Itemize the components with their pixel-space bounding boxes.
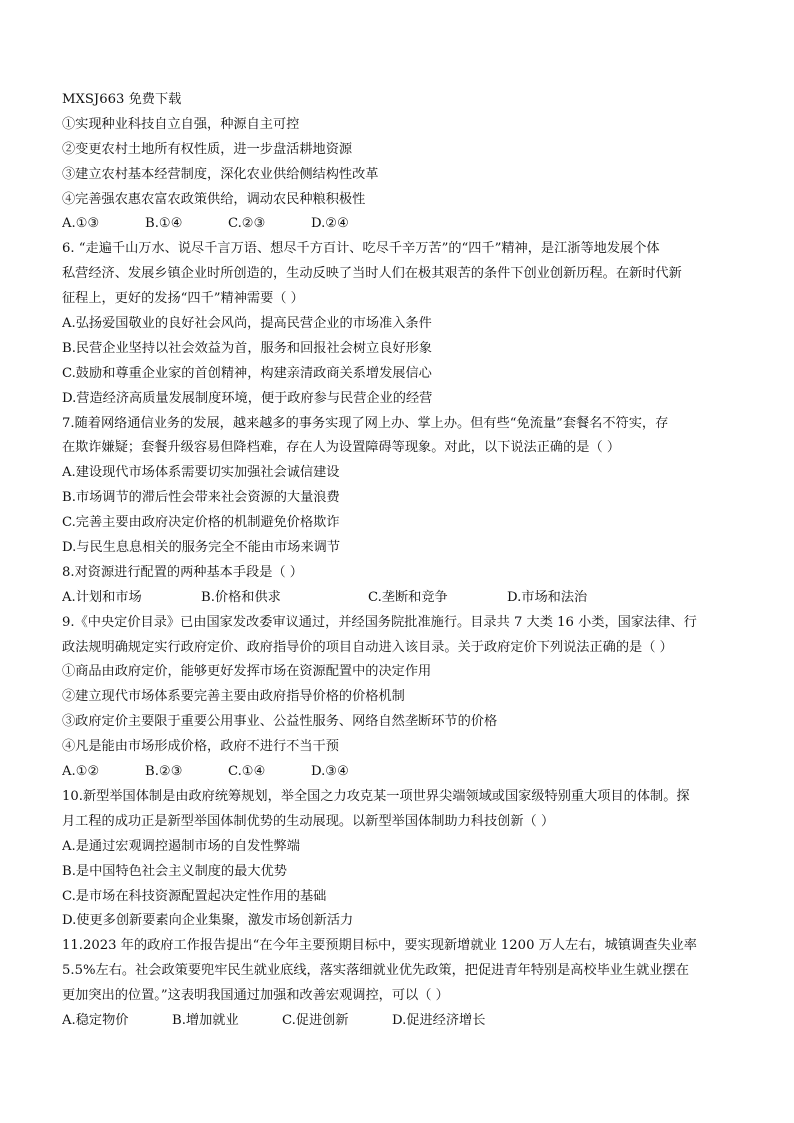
option-a: A.是通过宏观调控遏制市场的自发性弊端 [62, 838, 300, 854]
option-b: B.①④ [145, 216, 183, 232]
answer-options [62, 212, 734, 237]
option-a: A.①③ [62, 216, 100, 232]
option-c: C.②③ [228, 216, 266, 232]
question-stem: 10.新型举国体制是由政府统筹规划，举全国之力攻克某一项世界尖端领域或国家级特别重大项目的体制。探 [62, 788, 690, 804]
option-d: D.市场和法治 [507, 589, 588, 605]
statement: ④完善强农惠农富农政策供给，调动农民种粮积极性 [62, 191, 366, 207]
option-b: B.增加就业 [172, 1012, 239, 1028]
question-7 [62, 412, 734, 561]
question-stem: 9.《中央定价目录》已由国家发改委审议通过，并经国务院批准施行。目录共 7 大类 16 小类，国家法律、行 [62, 614, 697, 630]
answer-options [62, 760, 734, 785]
option-b: B.是中国特色社会主义制度的最大优势 [62, 863, 287, 879]
option-b: B.价格和供求 [201, 589, 281, 605]
question-stem: 11.2023 年的政府工作报告提出“在今年主要预期目标中，要实现新增就业 1200 万人左右，城镇调查失业率 [62, 938, 697, 954]
question-9 [62, 611, 734, 785]
option-c: C.①④ [228, 764, 266, 780]
option-d: D.营造经济高质量发展制度环境，便于政府参与民营企业的经营 [62, 390, 433, 406]
option-a: A.稳定物价 [62, 1012, 129, 1028]
exam-page [62, 88, 734, 1034]
option-b: B.市场调节的滞后性会带来社会资源的大量浪费 [62, 490, 340, 506]
document-header: MXSJ663 免费下载 [62, 92, 182, 107]
question-stem: 在欺诈嫌疑；套餐升级容易但降档难，存在人为设置障碍等现象。对此，以下说法正确的是（ ） [62, 440, 621, 456]
statement: ②建立现代市场体系要完善主要由政府指导价格的价格机制 [62, 689, 405, 705]
option-c: C.垄断和竞争 [368, 589, 448, 605]
statement: ③政府定价主要限于重要公用事业、公益性服务、网络自然垄断环节的价格 [62, 714, 498, 730]
question-stem: 私营经济、发展乡镇企业时所创造的，生动反映了当时人们在极其艰苦的条件下创业创新历程。在新时代新 [62, 266, 682, 282]
answer-options [62, 586, 734, 611]
option-a: A.弘扬爱国敬业的良好社会风尚，提高民营企业的市场准入条件 [62, 316, 432, 332]
option-a: A.①② [62, 764, 100, 780]
question-10 [62, 785, 734, 934]
question-stem: 6. “走遍千山万水、说尽千言万语、想尽千方百计、吃尽千辛万苦”的“四千”精神，是江浙等地发展个体 [62, 241, 660, 257]
statement: ②变更农村土地所有权性质，进一步盘活耕地资源 [62, 141, 353, 157]
answer-options [62, 1009, 734, 1034]
option-c: C.鼓励和尊重企业家的首创精神，构建亲清政商关系增发展信心 [62, 365, 432, 381]
question-6 [62, 237, 734, 411]
question-stem: 征程上，更好的发扬“四千”精神需要（ ） [62, 291, 304, 307]
option-d: D.促进经济增长 [392, 1012, 486, 1028]
option-c: C.完善主要由政府决定价格的机制避免价格欺诈 [62, 515, 340, 531]
statement: ①实现种业科技自立自强，种源自主可控 [62, 116, 300, 132]
statement: ④凡是能由市场形成价格，政府不进行不当干预 [62, 739, 339, 755]
question-11 [62, 934, 734, 1034]
statement: ①商品由政府定价，能够更好发挥市场在资源配置中的决定作用 [62, 664, 432, 680]
question-stem: 8.对资源进行配置的两种基本手段是（ ） [62, 564, 303, 580]
option-c: C.促进创新 [282, 1012, 349, 1028]
option-c: C.是市场在科技资源配置起决定性作用的基础 [62, 888, 327, 904]
question-stem: 政法规明确规定实行政府定价、政府指导价的项目自动进入该目录。关于政府定价下列说法正确的是（ ） [62, 639, 673, 655]
option-a: A.计划和市场 [62, 589, 142, 605]
question-stem: 月工程的成功正是新型举国体制优势的生动展现。以新型举国体制助力科技创新（ ） [62, 813, 555, 829]
option-d: D.与民生息息相关的服务完全不能由市场来调节 [62, 540, 341, 556]
option-d: D.②④ [311, 216, 349, 232]
option-b: B.②③ [145, 764, 183, 780]
question-stem: 7.随着网络通信业务的发展，越来越多的事务实现了网上办、掌上办。但有些“免流量”套餐名不符实，存 [62, 415, 669, 431]
question-stem: 更加突出的位置。”这表明我国通过加强和改善宏观调控，可以（ ） [62, 988, 449, 1004]
option-d: D.使更多创新要素向企业集聚，激发市场创新活力 [62, 913, 354, 929]
question-5 [62, 113, 734, 237]
option-a: A.建设现代市场体系需要切实加强社会诚信建设 [62, 465, 340, 481]
question-8 [62, 561, 734, 611]
statement: ③建立农村基本经营制度，深化农业供给侧结构性改革 [62, 166, 379, 182]
question-stem: 5.5%左右。社会政策要兜牢民生就业底线，落实落细就业优先政策，把促进青年特别是高校毕业生就业摆在 [62, 963, 689, 979]
option-d: D.③④ [311, 764, 349, 780]
option-b: B.民营企业坚持以社会效益为首，服务和回报社会树立良好形象 [62, 340, 432, 356]
